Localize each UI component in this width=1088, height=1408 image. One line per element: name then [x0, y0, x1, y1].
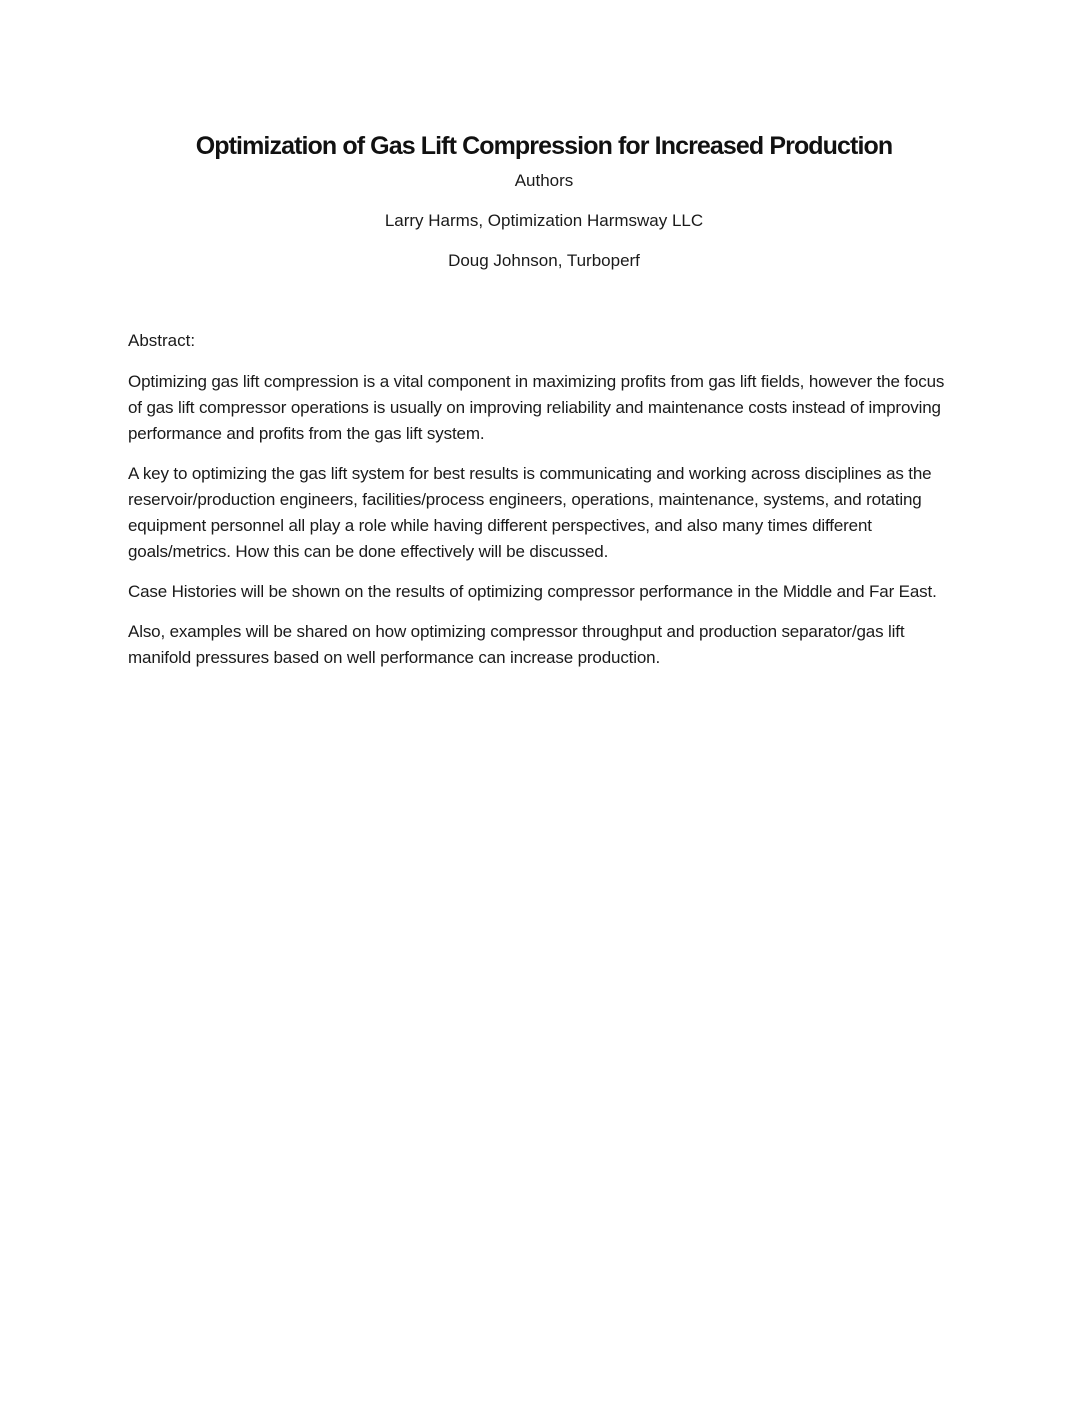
author-line: Larry Harms, Optimization Harmsway LLC	[384, 211, 704, 230]
abstract-paragraph: Optimizing gas lift compression is a vital component in maximizing profits from gas lift fields, however the focus of gas lift compressor operations is usually on improving reliability and maintenance costs instead of improving performance and profits from the gas lift system.	[128, 372, 945, 443]
author-line: Doug Johnson, Turboperf	[448, 251, 640, 270]
abstract-section	[128, 329, 960, 685]
abstract-label: Abstract:	[128, 331, 196, 350]
abstract-paragraph: A key to optimizing the gas lift system for best results is communicating and working across disciplines as the reservoir/production engineers, facilities/process engineers, operations, maintenance, systems, and rotating equipment personnel all play a role while having different perspectives, and also many times different goals/metrics. How this can be done effectively will be discussed.	[128, 464, 932, 561]
abstract-paragraph: Case Histories will be shown on the results of optimizing compressor performance in the Middle and Far East.	[128, 582, 937, 601]
authors-heading: Authors	[514, 171, 574, 190]
abstract-paragraph: Also, examples will be shared on how optimizing compressor throughput and production separator/gas lift manifold pressures based on well performance can increase production.	[128, 622, 905, 667]
document-title: Optimization of Gas Lift Compression for Increased Production	[195, 132, 893, 160]
